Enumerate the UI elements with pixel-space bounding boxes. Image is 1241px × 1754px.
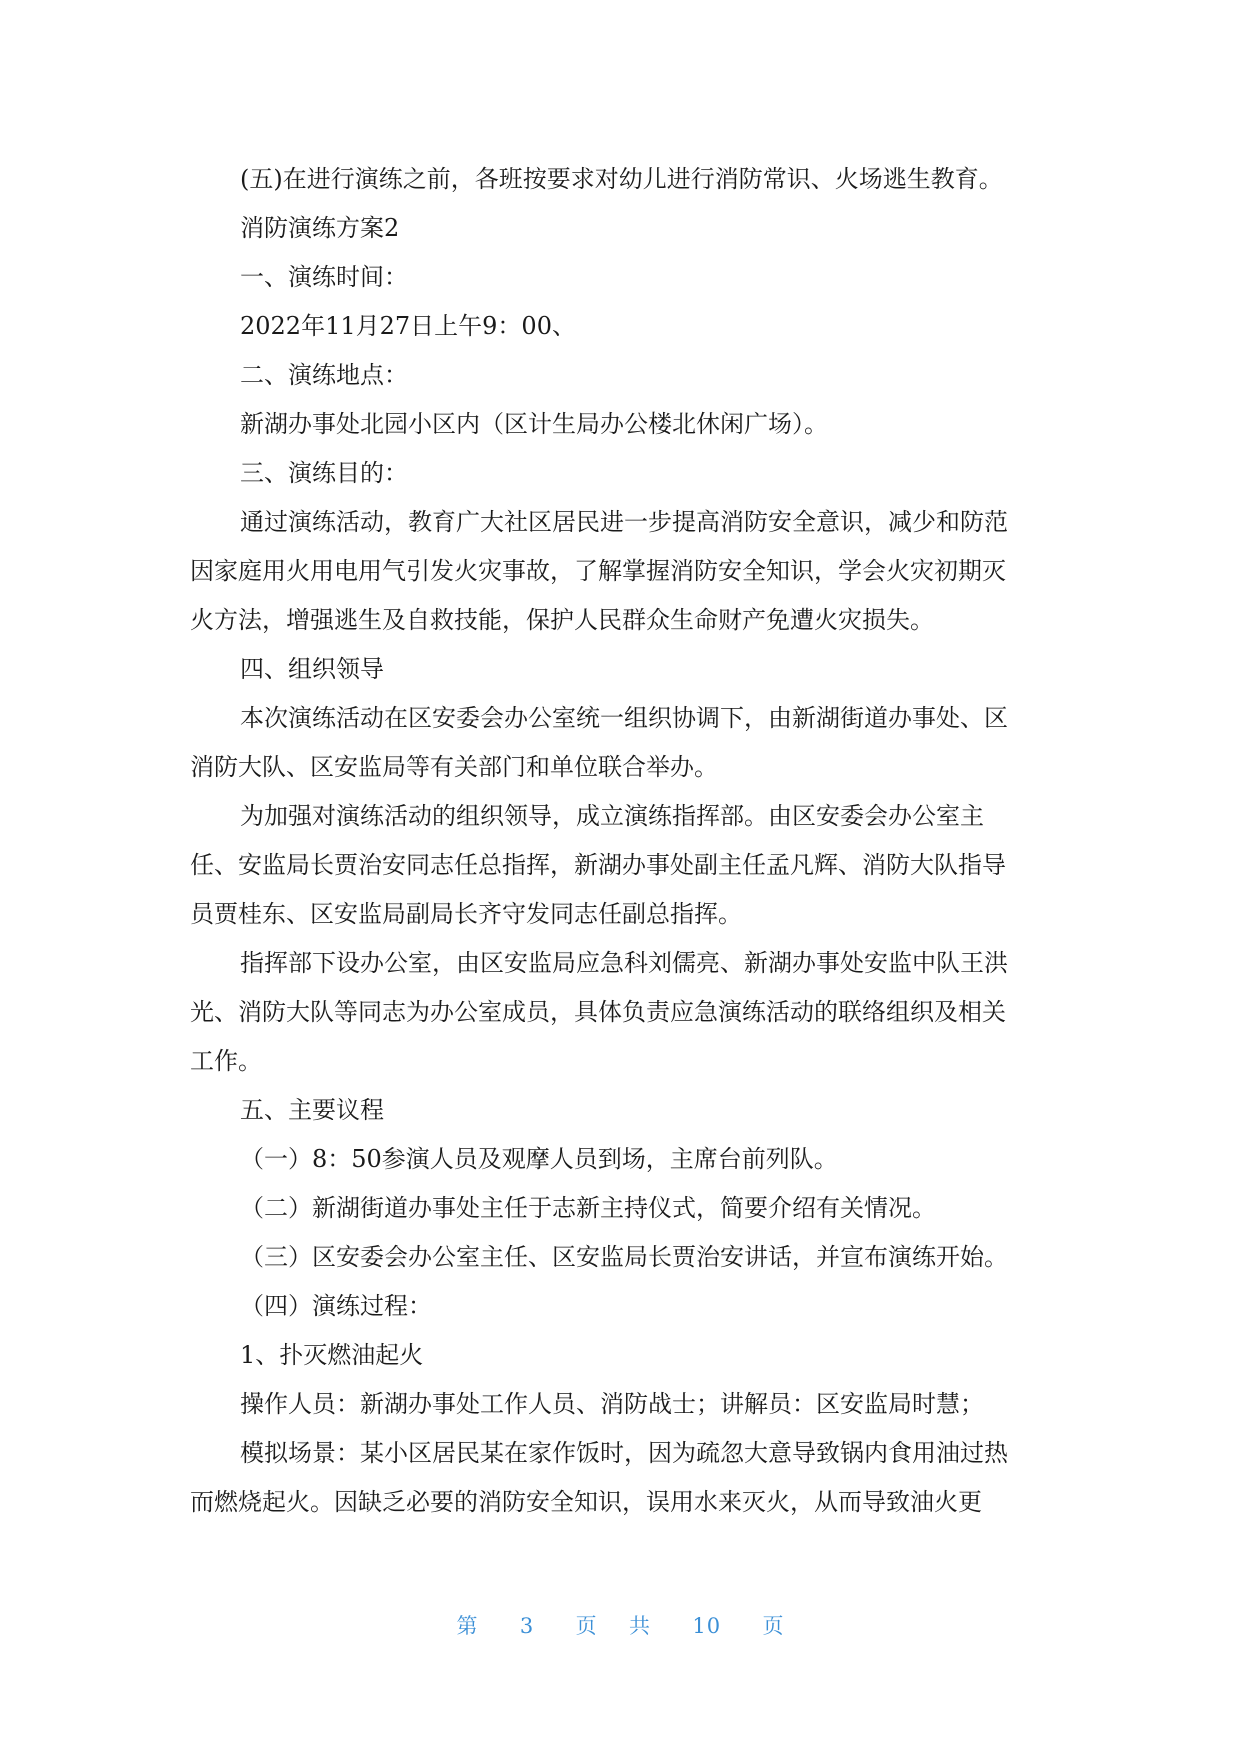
page-footer — [0, 1610, 1241, 1640]
footer-ye: 页 — [575, 1614, 598, 1638]
text-line: 员贾桂东、区安监局副局长齐守发同志任副总指挥。 — [190, 900, 742, 928]
text-line: （四）演练过程： — [240, 1292, 432, 1320]
text-line: （一）8：50参演人员及观摩人员到场，主席台前列队。 — [240, 1145, 838, 1173]
text-line: 通过演练活动，教育广大社区居民进一步提高消防安全意识，减少和防范 — [240, 508, 1008, 536]
heading: 四、组织领导 — [240, 655, 384, 683]
heading: 三、演练目的： — [240, 459, 408, 487]
text-line: 因家庭用火用电用气引发火灾事故，了解掌握消防安全知识，学会火灾初期灭 — [190, 557, 1006, 585]
document-body — [190, 155, 1050, 1527]
text-line: 火方法，增强逃生及自救技能，保护人民群众生命财产免遭火灾损失。 — [190, 606, 934, 634]
heading: 二、演练地点： — [240, 361, 408, 389]
text-line: (五)在进行演练之前，各班按要求对幼儿进行消防常识、火场逃生教育。 — [240, 165, 1003, 193]
text-line: 为加强对演练活动的组织领导，成立演练指挥部。由区安委会办公室主 — [240, 802, 984, 830]
text-line: 任、安监局长贾治安同志任总指挥，新湖办事处副主任孟凡辉、消防大队指导 — [190, 851, 1006, 879]
text-line: 操作人员：新湖办事处工作人员、消防战士；讲解员：区安监局时慧； — [240, 1390, 984, 1418]
text-line: 1、扑灭燃油起火 — [240, 1341, 424, 1369]
footer-di: 第 — [456, 1614, 479, 1638]
text-line: （二）新湖街道办事处主任于志新主持仪式，简要介绍有关情况。 — [240, 1194, 936, 1222]
footer-total-pages: 10 — [692, 1614, 722, 1638]
text-line: 而燃烧起火。因缺乏必要的消防安全知识，误用水来灭火，从而导致油火更 — [190, 1488, 982, 1516]
heading: 五、主要议程 — [240, 1096, 384, 1124]
text-line: 本次演练活动在区安委会办公室统一组织协调下，由新湖街道办事处、区 — [240, 704, 1008, 732]
footer-gong: 共 — [629, 1614, 651, 1638]
text-line: （三）区安委会办公室主任、区安监局长贾治安讲话，并宣布演练开始。 — [240, 1243, 1008, 1271]
text-line: 指挥部下设办公室，由区安监局应急科刘儒亮、新湖办事处安监中队王洪 — [240, 949, 1008, 977]
footer-ye-2: 页 — [762, 1614, 785, 1638]
text-line: 光、消防大队等同志为办公室成员，具体负责应急演练活动的联络组织及相关 — [190, 998, 1006, 1026]
text-line: 工作。 — [190, 1047, 262, 1075]
heading: 一、演练时间： — [240, 263, 408, 291]
text-line: 2022年11月27日上午9：00、 — [240, 312, 576, 340]
text-line: 新湖办事处北园小区内（区计生局办公楼北休闲广场）。 — [240, 410, 828, 438]
text-line: 消防大队、区安监局等有关部门和单位联合举办。 — [190, 753, 718, 781]
section-title: 消防演练方案2 — [240, 214, 400, 242]
footer-page-number: 3 — [519, 1614, 535, 1638]
text-line: 模拟场景：某小区居民某在家作饭时，因为疏忽大意导致锅内食用油过热 — [240, 1439, 1008, 1467]
